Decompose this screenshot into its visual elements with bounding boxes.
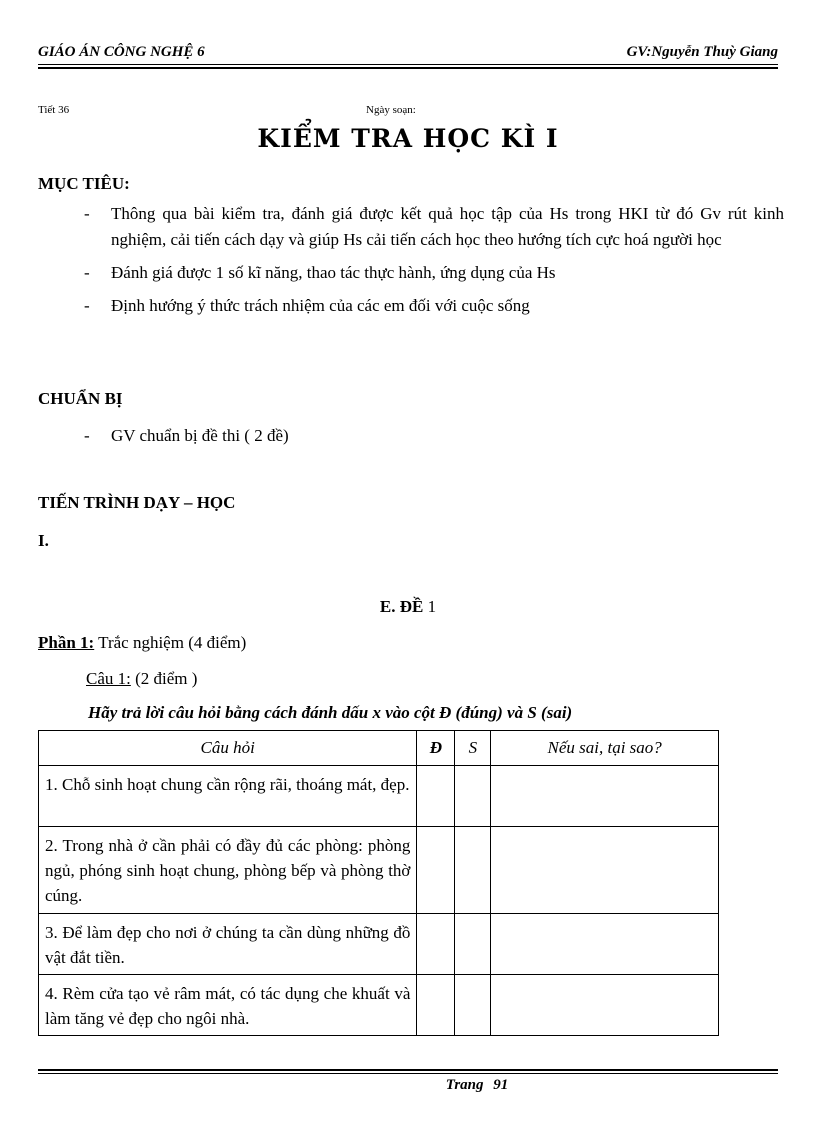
list-item: - Thông qua bài kiểm tra, đánh giá được kết quả học tập của Hs trong HKI từ đó Gv rút kinh nghiệm, cải tiến cách dạy và giúp Hs cải tiến cách học theo hướng tích cực hoá người học [84,201,784,253]
preparation-list [84,423,784,456]
page-title: KIỂM TRA HỌC KÌ I [257,124,559,153]
header-true: Đ [417,731,455,766]
lesson-number: Tiết 36 [38,104,70,116]
false-cell[interactable] [455,827,491,914]
question-cell: 4. Rèm cửa tạo vẻ râm mát, có tác dụng che khuất và làm tăng vẻ đẹp cho ngôi nhà. [39,975,417,1036]
footer-rule-thick [38,1069,778,1071]
table-row [39,975,719,1036]
exam-title [0,597,816,617]
true-cell[interactable] [417,975,455,1036]
objectives-list [84,201,784,326]
page-label: Trang [445,1077,484,1093]
exam-number: 1 [427,597,437,616]
reason-cell[interactable] [491,914,719,975]
header-question: Câu hỏi [39,731,417,766]
header-rule [38,64,778,65]
header-subject: GIÁO ÁN CÔNG NGHỆ 6 [38,44,205,60]
true-cell[interactable] [417,766,455,827]
page-footer [0,1077,816,1094]
question-points: (2 điểm ) [135,669,198,688]
true-cell[interactable] [417,914,455,975]
question-table [38,730,719,1036]
header-teacher: GV:Nguyễn Thuỳ Giang [626,44,778,60]
false-cell[interactable] [455,975,491,1036]
objectives-heading: MỤC TIÊU: [38,174,130,193]
false-cell[interactable] [455,766,491,827]
question-label: Câu 1: [86,669,131,688]
question-instruction: Hãy trả lời câu hỏi bằng cách đánh dấu x vào cột Đ (đúng) và S (sai) [88,703,573,722]
table-row [39,827,719,914]
false-cell[interactable] [455,914,491,975]
question-cell: 2. Trong nhà ở cần phải có đầy đủ các phòng: phòng ngủ, phóng sinh hoạt chung, phòng bếp và phòng thờ cúng. [39,827,417,914]
page-number: 91 [493,1077,509,1093]
question-heading [86,669,197,689]
part-heading [38,633,246,653]
prep-date-label: Ngày soạn: [366,104,416,116]
list-item: - GV chuẩn bị đề thi ( 2 đề) [84,423,784,449]
part-label: Phần 1: [38,633,95,652]
preparation-heading: CHUẨN BỊ [38,389,123,408]
exam-word: ĐỀ [399,597,424,616]
page-header [38,44,778,64]
table-header-row [39,731,719,766]
process-heading: TIẾN TRÌNH DẠY – HỌC [38,493,236,512]
header-false: S [455,731,491,766]
list-item: - Định hướng ý thức trách nhiệm của các em đối với cuộc sống [84,293,784,319]
question-cell: 1. Chỗ sinh hoạt chung cần rộng rãi, thoáng mát, đẹp. [39,766,417,827]
reason-cell[interactable] [491,975,719,1036]
reason-cell[interactable] [491,827,719,914]
table-row [39,914,719,975]
part-text: Trắc nghiệm (4 điểm) [98,633,247,652]
list-item: - Đánh giá được 1 số kĩ năng, thao tác thực hành, ứng dụng của Hs [84,260,784,286]
reason-cell[interactable] [491,766,719,827]
true-cell[interactable] [417,827,455,914]
table-row [39,766,719,827]
footer-rule [38,1073,778,1074]
exam-prefix: E. [379,597,396,616]
header-reason: Nếu sai, tại sao? [491,731,719,766]
header-rule-thick [38,67,778,69]
section-numeral: I. [38,531,49,550]
question-cell: 3. Để làm đẹp cho nơi ở chúng ta cần dùng những đồ vật đắt tiền. [39,914,417,975]
